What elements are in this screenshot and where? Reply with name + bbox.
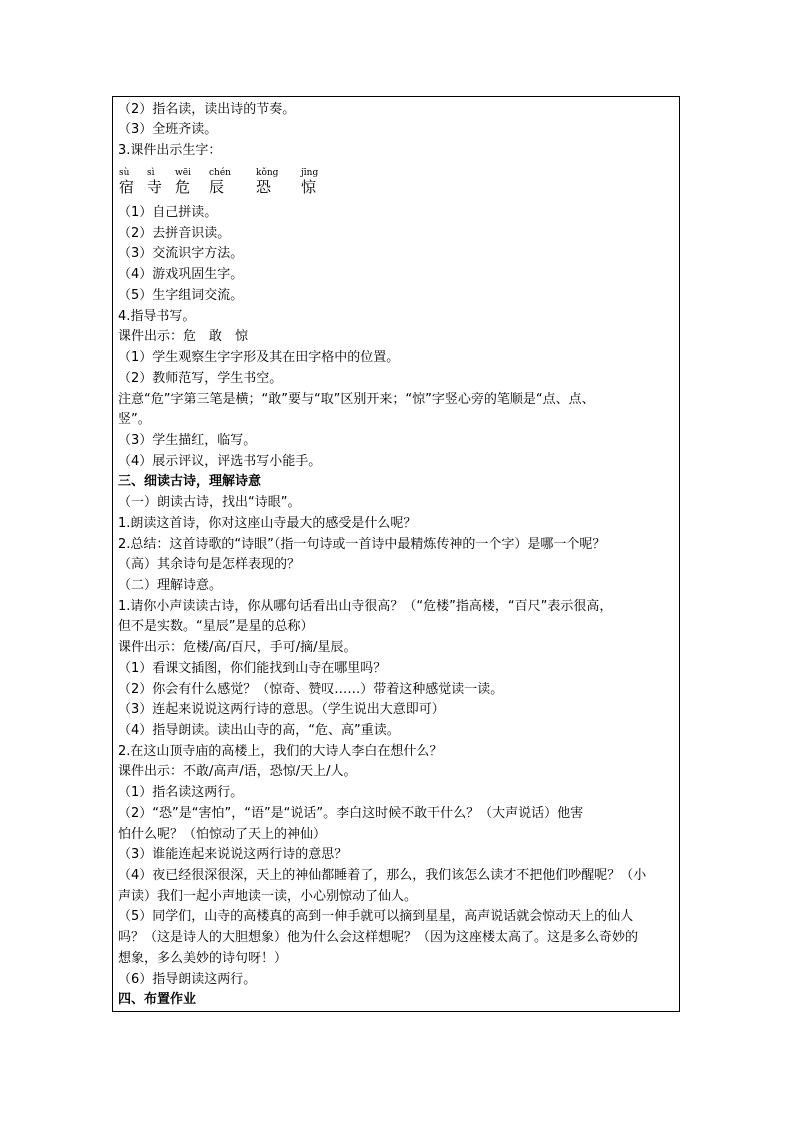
- heading-section-4: 四、布置作业: [118, 992, 197, 1007]
- hanzi: 宿: [119, 178, 135, 196]
- step-read-rhythm: （2）指名读，读出诗的节奏。: [118, 102, 296, 117]
- note-stroke-order: 注意“危”字第三笔是横；“敢”要与“取”区别开来；“惊”字竖心旁的笔顺是“点、点、: [118, 392, 595, 407]
- question-1: 1.朗读这首诗，你对这座山寺最大的感受是什么呢？: [118, 516, 417, 531]
- step-review: （4）展示评议，评选书写小能手。: [118, 454, 322, 469]
- step-self-read: （1）自己拼读。: [118, 205, 218, 220]
- step-class-read: （3）全班齐读。: [118, 122, 218, 137]
- pinyin: kǒng: [256, 168, 279, 178]
- pinyin: chén: [209, 168, 231, 178]
- step-read-without-pinyin: （2）去拼音识读。: [118, 226, 231, 241]
- pinyin: sì: [147, 168, 155, 178]
- subheading-understand: （二）理解诗意。: [118, 578, 223, 593]
- step-exchange-methods: （3）交流识字方法。: [118, 246, 244, 261]
- step-trace-copy: （3）学生描红，临写。: [118, 433, 257, 448]
- step-explain-lines: （3）谁能连起来说说这两行诗的意思？: [118, 847, 348, 862]
- step-word-groups: （5）生字组词交流。: [118, 288, 244, 303]
- subheading-find-poem-eye: （一）朗读古诗，找出“诗眼”。: [118, 495, 301, 510]
- step-imagination: （5）同学们，山寺的高楼真的高到一伸手就可以摘到星星，高声说话就会惊动天上的仙人: [118, 909, 634, 924]
- summary-2-cont: （高）其余诗句是怎样表现的？: [118, 557, 301, 572]
- heading-section-3: 三、细读古诗，理解诗意: [118, 474, 262, 489]
- step-illustration: （1）看课文插图，你们能找到山寺在哪里吗？: [118, 661, 387, 676]
- question-read-quietly: 1.请你小声读读古诗，你从哪句话看出山寺很高？（“危楼”指高楼，“百尺”表示很高，: [118, 599, 613, 614]
- hanzi: 危: [175, 178, 191, 196]
- courseware-line-2: 课件出示：不敢/高声/语，恐惊/天上/人。: [118, 764, 357, 779]
- step-imagination-cont: 吗？（这是诗人的大胆想象）他为什么会这样想呢？（因为这座楼太高了。这是多么奇妙的: [118, 930, 639, 945]
- step-word-meaning-cont: 怕什么呢？（怕惊动了天上的神仙）: [118, 827, 327, 842]
- step-night-cont: 声读）我们一起小声地读一读，小心别惊动了仙人。: [118, 889, 418, 904]
- step-night: （4）夜已经很深很深，天上的神仙都睡着了，那么，我们该怎么读才不把他们吵醒呢？（小: [118, 868, 647, 883]
- step-feeling: （2）你会有什么感觉？（惊奇、赞叹……）带着这种感觉读一读。: [118, 682, 504, 697]
- step-word-meaning: （2）“恐”是“害怕”，“语”是“说话”。李白这时候不敢干什么？（大声说话）他害: [118, 806, 584, 821]
- section-show-characters: 3.课件出示生字：: [118, 143, 222, 158]
- step-imagination-end: 想象，多么美妙的诗句呀！）: [118, 951, 288, 966]
- step-meaning: （3）连起来说说这两行诗的意思。（学生说出大意即可）: [118, 702, 445, 717]
- step-guide-read-lines: （6）指导朗读这两行。: [118, 972, 257, 987]
- hanzi: 辰: [209, 178, 225, 196]
- note-stroke-order-cont: 竖”。: [118, 412, 151, 427]
- pinyin: sù: [119, 168, 130, 178]
- pinyin: jīng: [301, 168, 319, 178]
- section-writing-guide: 4.指导书写。: [118, 309, 196, 324]
- pinyin: wēi: [175, 168, 191, 178]
- summary-2: 2.总结：这首诗歌的“诗眼”（指一句诗或一首诗中最精炼传神的一个字）是哪一个呢？: [118, 537, 606, 552]
- question-li-bai: 2.在这山顶寺庙的高楼上，我们的大诗人李白在想什么？: [118, 744, 443, 759]
- step-guide-reading: （4）指导朗读。读出山寺的高，“危、高”重读。: [118, 723, 400, 738]
- hanzi: 恐: [256, 178, 272, 196]
- step-teacher-demo: （2）教师范写，学生书空。: [118, 371, 283, 386]
- courseware-characters: 课件出示：危 敢 惊: [118, 329, 249, 344]
- courseware-line-1: 课件出示：危楼/高/百尺，手可/摘/星辰。: [118, 640, 357, 655]
- new-characters-pinyin: [118, 168, 418, 198]
- step-game: （4）游戏巩固生字。: [118, 267, 244, 282]
- hanzi: 寺: [147, 178, 163, 196]
- step-observe-shape: （1）学生观察生字字形及其在田字格中的位置。: [118, 350, 400, 365]
- question-read-quietly-cont: 但不是实数。“星辰”是星的总称）: [118, 619, 314, 634]
- hanzi: 惊: [301, 178, 317, 196]
- step-name-read: （1）指名读这两行。: [118, 785, 244, 800]
